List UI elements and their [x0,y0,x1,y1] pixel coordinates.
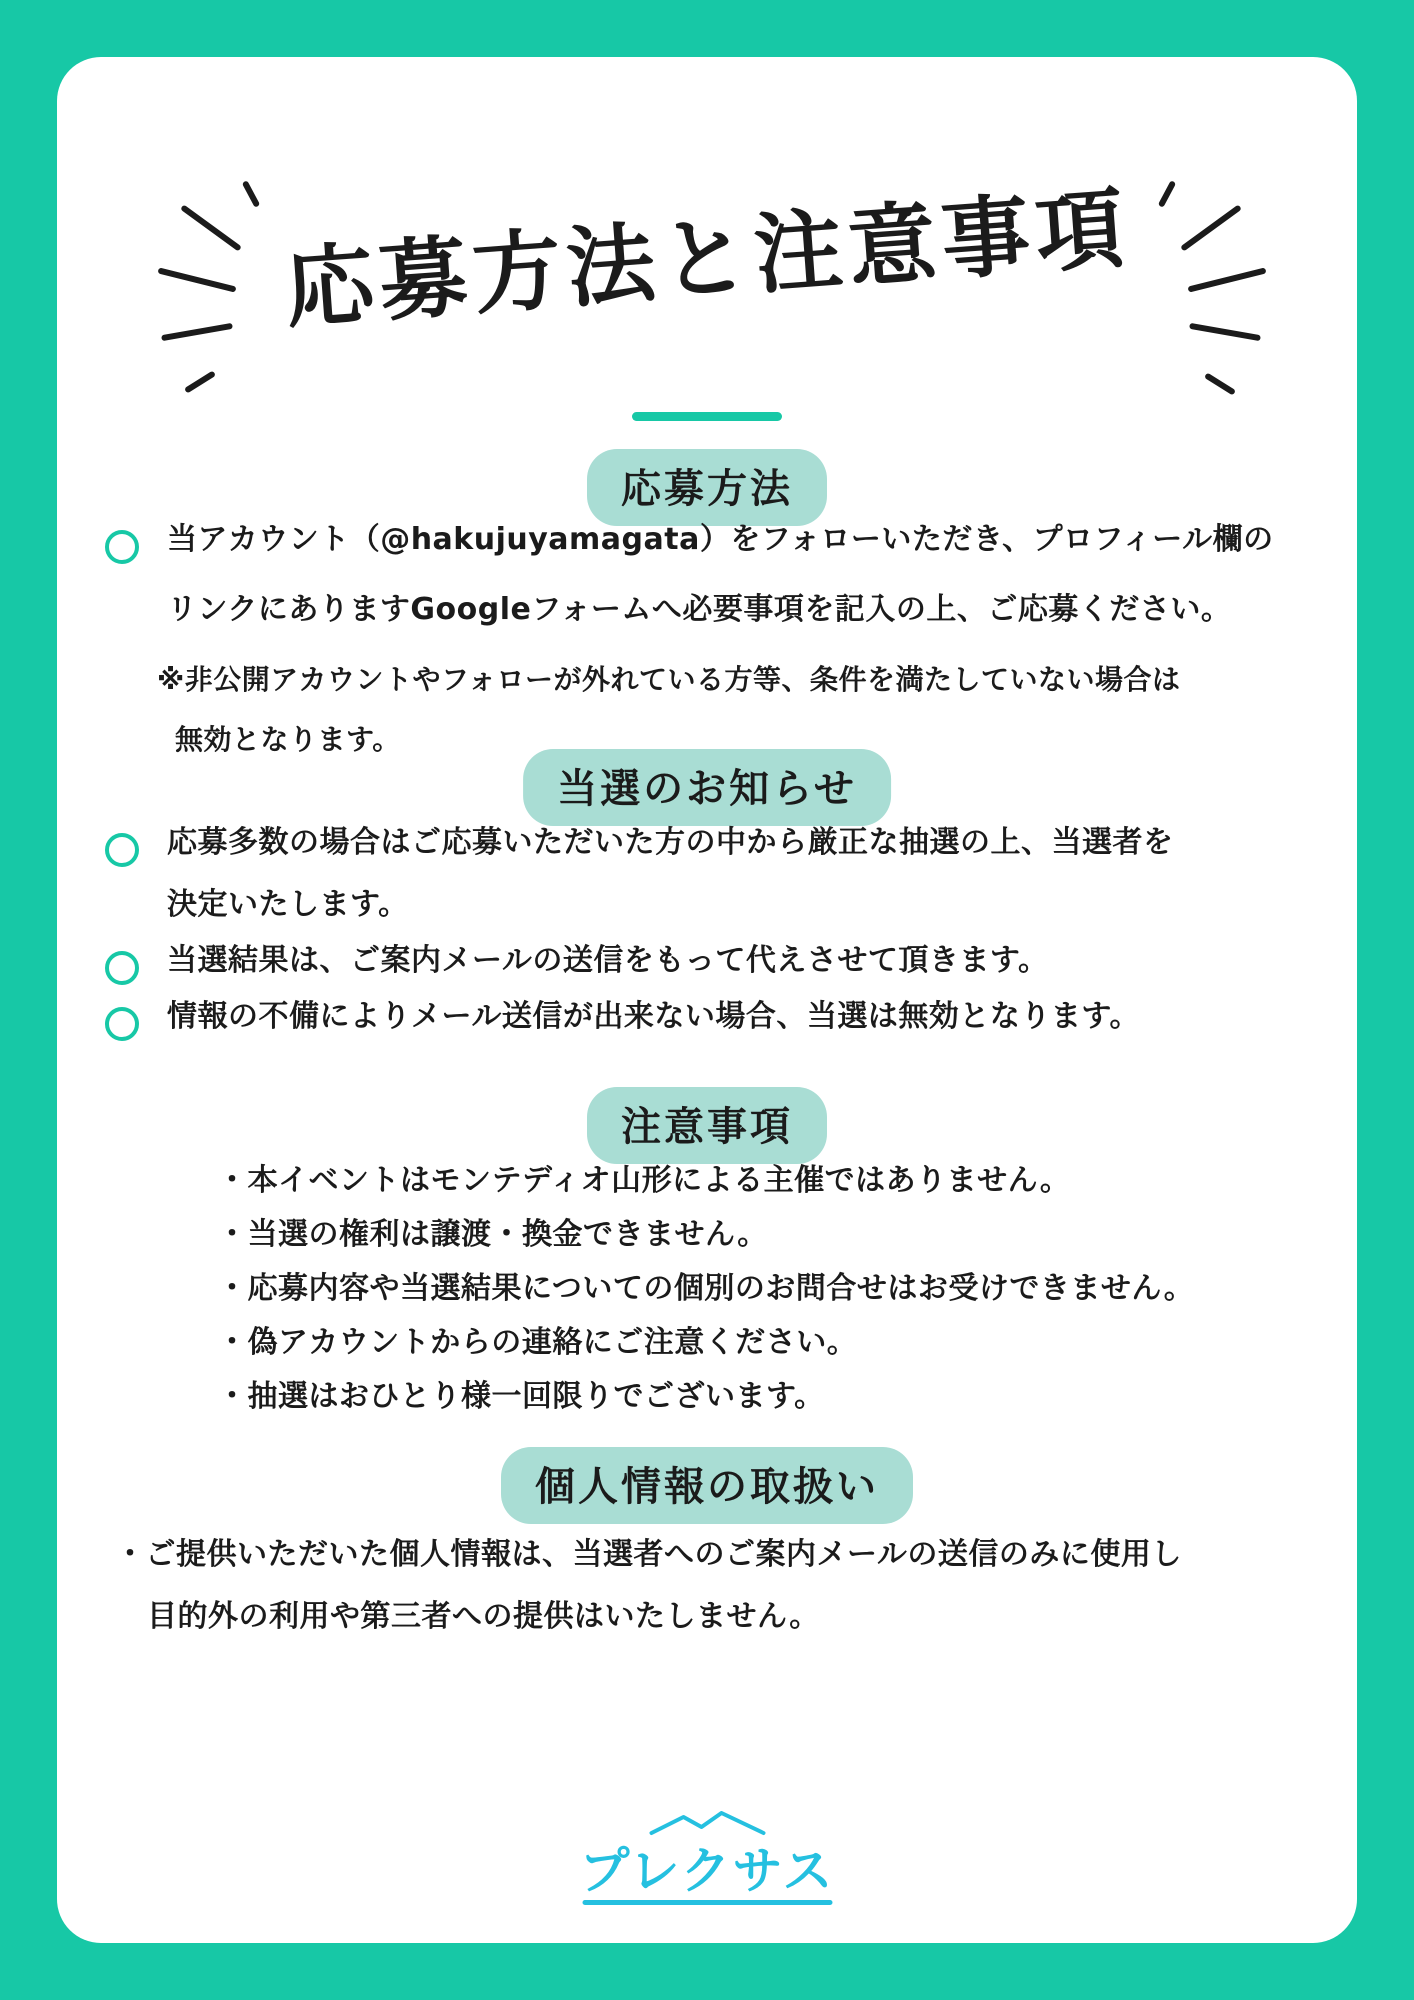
application-line-2: リンクにありますGoogleフォームへ必要事項を記入の上、ご応募ください。 [167,592,1232,627]
logo [580,1811,835,1903]
sparkle-line-icon [1158,180,1176,208]
notification-line-2: 決定いたします。 [167,887,409,922]
circle-bullet-icon [105,951,139,985]
title-area [57,167,1357,397]
notes-line-1: ・本イベントはモンテディオ山形による主催ではありません。 [217,1163,1071,1198]
notification-line-4: 情報の不備によりメール送信が出来ない場合、当選は無効となります。 [167,999,1140,1034]
notification-line-1: 応募多数の場合はご応募いただいた方の中から厳正な抽選の上、当選者を [167,825,1174,860]
poster-card [57,57,1357,1943]
notification-line-3: 当選結果は、ご案内メールの送信をもって代えさせて頂きます。 [167,943,1049,978]
section-heading-privacy: 個人情報の取扱い [501,1447,913,1524]
circle-bullet-icon [105,833,139,867]
sparkle-line-icon [1187,267,1266,292]
sparkle-line-icon [157,267,236,292]
sparkle-line-icon [1180,204,1242,251]
privacy-line-2: 目的外の利用や第三者への提供はいたしません。 [147,1599,820,1634]
sparkle-line-icon [1204,372,1236,395]
logo-text: プレクサス [579,1842,835,1900]
section-heading-application: 応募方法 [587,449,827,526]
application-note-2: 無効となります。 [175,723,401,756]
application-note-1: ※非公開アカウントやフォローが外れている方等、条件を満たしていない場合は [157,663,1181,696]
logo-underline [582,1900,832,1905]
sparkle-line-icon [184,370,216,393]
sparkle-line-icon [242,180,260,208]
notes-line-4: ・偽アカウントからの連絡にご注意ください。 [217,1325,858,1360]
notes-line-2: ・当選の権利は譲渡・換金できません。 [217,1217,768,1252]
privacy-line-1: ・ご提供いただいた個人情報は、当選者へのご案内メールの送信のみに使用し [115,1537,1182,1572]
circle-bullet-icon [105,530,139,564]
circle-bullet-icon [105,1007,139,1041]
sparkle-line-icon [180,204,242,251]
sparkle-line-icon [1189,323,1261,341]
section-heading-notification: 当選のお知らせ [523,749,891,826]
notes-line-5: ・抽選はおひとり様一回限りでございます。 [217,1379,825,1414]
sparkle-line-icon [161,323,233,341]
notes-line-3: ・応募内容や当選結果についての個別のお問合せはお受けできません。 [217,1271,1195,1306]
application-line-1: 当アカウント（@hakujuyamagata）をフォローいただき、プロフィール欄の [167,522,1274,557]
section-heading-notes: 注意事項 [587,1087,827,1164]
page-title: 応募方法と注意事項 [281,176,1134,341]
title-divider [632,412,782,421]
